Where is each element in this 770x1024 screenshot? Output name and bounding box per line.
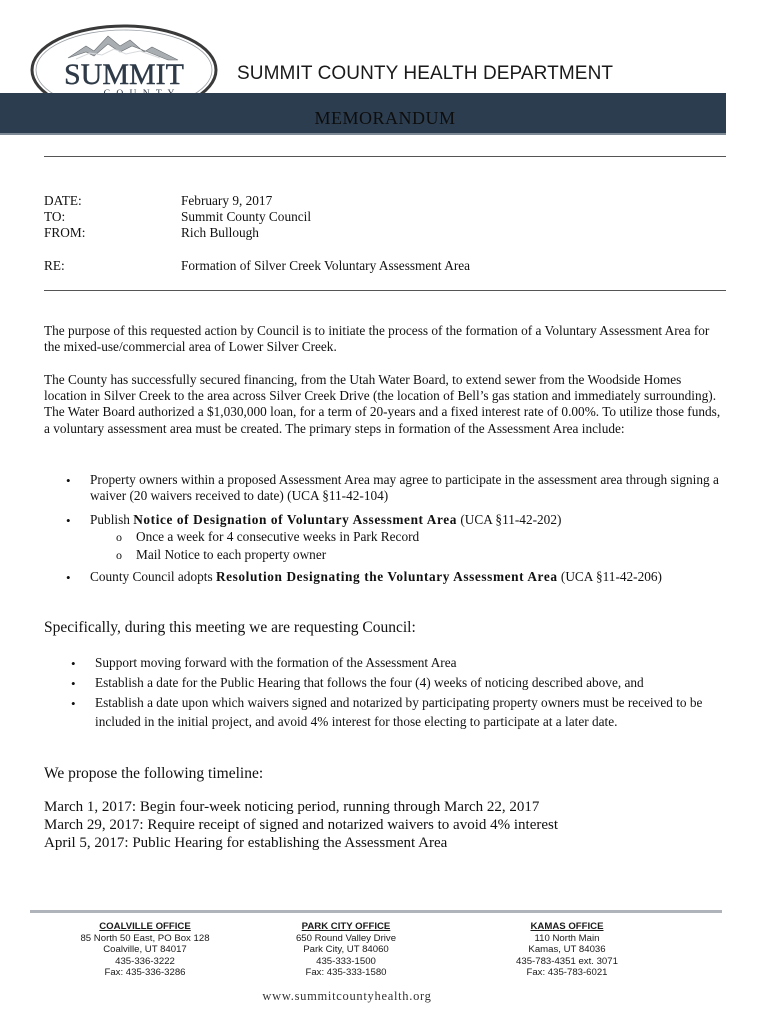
office-fax: Fax: 435-783-6021 (526, 967, 608, 978)
timeline-item-2: March 29, 2017: Require receipt of signed and notarized waivers to avoid 4% interest (44, 817, 559, 833)
logo-word-summit: SUMMIT (63, 58, 185, 91)
date-label: DATE: (44, 193, 82, 208)
office-city: Park City, UT 84060 (303, 944, 389, 955)
footer-divider (30, 910, 722, 913)
website-link[interactable]: www.summitcountyhealth.org (262, 989, 432, 1003)
bullet-icon: • (66, 473, 71, 488)
office-address: 110 North Main (534, 932, 600, 944)
office-name: COALVILLE OFFICE (99, 921, 191, 932)
re-label: RE: (44, 258, 65, 273)
timeline-item-3: April 5, 2017: Public Hearing for establishing the Assessment Area (44, 835, 448, 851)
step-2-sub-1: Once a week for 4 consecutive weeks in Park Record (136, 529, 420, 544)
office-phone: 435-783-4351 ext. 3071 (516, 955, 618, 967)
step-2-sub-2: Mail Notice to each property owner (136, 547, 327, 562)
step-3-pre: County Council adopts (90, 569, 216, 584)
divider-middle (44, 290, 726, 291)
office-fax: Fax: 435-333-1580 (305, 967, 387, 978)
re-value: Formation of Silver Creek Voluntary Assessment Area (181, 258, 471, 273)
request-3: Establish a date upon which waivers signed and notarized by participating property owners must be received to be included in the initial project, and avoid 4% interest for those electing to participate at a later date. (95, 695, 703, 729)
step-2-pre: Publish (90, 512, 134, 527)
department-title: SUMMIT COUNTY HEALTH DEPARTMENT (237, 63, 614, 84)
office-phone: 435-333-1500 (316, 955, 376, 967)
office-name: PARK CITY OFFICE (301, 921, 391, 932)
request-heading: Specifically, during this meeting we are requesting Council: (44, 619, 416, 636)
request-1: Support moving forward with the formation of the Assessment Area (95, 655, 457, 670)
bullet-icon: • (71, 696, 76, 711)
step-3-bold: Resolution Designating the Voluntary Assessment Area (215, 569, 558, 584)
office-city: Kamas, UT 84036 (528, 944, 606, 955)
bullet-icon: • (71, 656, 76, 671)
divider-top (44, 156, 726, 157)
office-name: KAMAS OFFICE (530, 921, 604, 932)
from-label: FROM: (44, 225, 86, 240)
step-3-post: (UCA §11-42-206) (557, 569, 662, 584)
step-2 (90, 512, 720, 528)
to-value: Summit County Council (181, 209, 312, 224)
from-value: Rich Bullough (181, 225, 259, 240)
step-2-post: (UCA §11-42-202) (457, 512, 562, 527)
office-fax: Fax: 435-336-3286 (104, 967, 186, 978)
office-address: 650 Round Valley Drive (295, 932, 397, 944)
request-2: Establish a date for the Public Hearing that follows the four (4) weeks of noticing described above, and (95, 675, 644, 690)
bullet-icon: • (71, 676, 76, 691)
purpose-paragraph: The purpose of this requested action by Council is to initiate the process of the formation of a Voluntary Assessment Area for the mixed-use/commercial area of Lower Silver Creek. (44, 323, 710, 355)
office-address: 85 North 50 East, PO Box 128 (80, 932, 210, 944)
office-city: Coalville, UT 84017 (103, 944, 187, 955)
office-kamas (484, 921, 650, 979)
header-bar-stripe (0, 133, 726, 135)
step-2-bold: Notice of Designation of Voluntary Assessment Area (133, 512, 457, 527)
office-phone: 435-336-3222 (115, 955, 175, 967)
timeline-heading: We propose the following timeline: (44, 765, 264, 782)
to-label: TO: (44, 209, 66, 224)
sub-bullet-icon: o (116, 548, 122, 562)
memo-title: MEMORANDUM (314, 108, 456, 128)
office-coalville (64, 921, 226, 979)
office-park-city (272, 921, 420, 979)
financing-paragraph: The County has successfully secured financing, from the Utah Water Board, to extend sewer from the Woodside Homes location in Silver Creek to the area across Silver Creek Drive (the location of Bell’s gas station and immediately surrounding). The Water Board authorized a $1,030,000 loan, for a term of 20-years and a fixed interest rate of 0.00%. To utilize those funds, a voluntary assessment area must be created. The primary steps in formation of the Assessment Area include: (44, 372, 721, 436)
step-1: Property owners within a proposed Assessment Area may agree to participate in the assessment area through signing a waiver (20 waivers received to date) (UCA §11-42-104) (90, 472, 719, 504)
timeline-item-1: March 1, 2017: Begin four-week noticing period, running through March 22, 2017 (44, 799, 540, 815)
bullet-icon: • (66, 513, 71, 528)
sub-bullet-icon: o (116, 530, 122, 544)
step-3 (90, 569, 712, 585)
bullet-icon: • (66, 570, 71, 585)
date-value: February 9, 2017 (181, 193, 273, 208)
